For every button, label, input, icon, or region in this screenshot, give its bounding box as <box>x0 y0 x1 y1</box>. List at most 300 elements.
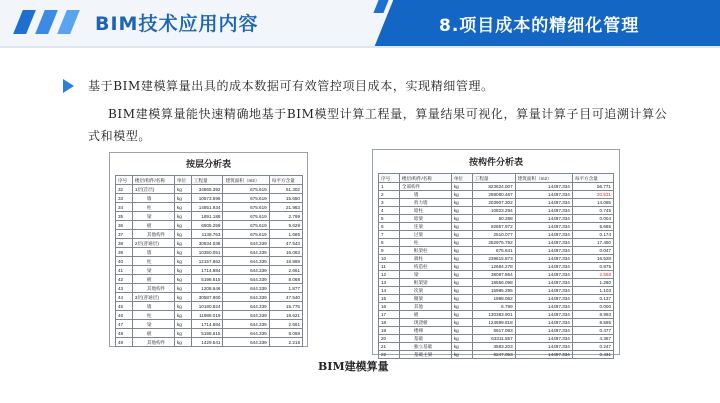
table-row <box>116 203 303 212</box>
table-cell: 42 <box>116 275 133 284</box>
table-cell: 48 <box>116 329 133 338</box>
table-cell: 298060.487 <box>472 191 515 199</box>
table-cell: kg <box>174 257 191 266</box>
table-cell: 18.621 <box>269 311 302 320</box>
table-row <box>116 221 303 230</box>
table-cell: 全部构件 <box>399 183 451 191</box>
table-cell: 剪力墙 <box>399 199 451 207</box>
table-cell: 0.875 <box>572 263 613 271</box>
table-cell: kg <box>451 207 472 215</box>
table-cell: 14.065 <box>572 199 613 207</box>
table-cell: 10823.294 <box>472 207 515 215</box>
table-cell: 6505.259 <box>191 221 223 230</box>
table-row <box>379 319 614 327</box>
table-cell: 675.619 <box>223 212 269 221</box>
table-cell: 0.137 <box>572 295 613 303</box>
table-cell: 框架柱 <box>399 247 451 255</box>
table-row <box>379 327 614 335</box>
table-cell: 10 <box>379 255 400 263</box>
table-cell: 6 <box>379 223 400 231</box>
component-analysis-table <box>378 173 614 359</box>
table-cell: 3583.203 <box>472 343 515 351</box>
table-cell: kg <box>174 320 191 329</box>
table-cell: kg <box>451 311 472 319</box>
table-cell: 1层(首层) <box>132 185 174 194</box>
table-cell: 40 <box>116 257 133 266</box>
table-cell: 14497.334 <box>515 207 572 215</box>
table-cell: 墙 <box>132 302 174 311</box>
table-cell: 35 <box>116 212 133 221</box>
floor-analysis-table <box>115 175 303 347</box>
table-cell: kg <box>451 199 472 207</box>
table-cell: 14497.334 <box>515 263 572 271</box>
table-cell: 203907.302 <box>472 199 515 207</box>
table-row <box>379 343 614 351</box>
table-cell: 39 <box>116 248 133 257</box>
table-cell: 现浇板 <box>399 319 451 327</box>
table-cell: 33 <box>116 194 133 203</box>
table-cell: 10573.596 <box>191 194 223 203</box>
table-cell: 0.745 <box>572 207 613 215</box>
column-header: 建筑面积（m2） <box>515 174 572 183</box>
table-row <box>379 295 614 303</box>
table-cell: 644.339 <box>223 329 269 338</box>
table-cell: 10180.824 <box>191 302 223 311</box>
table-cell: 47.540 <box>269 293 302 302</box>
table-cell: 644.339 <box>223 248 269 257</box>
table-cell: 2 <box>379 191 400 199</box>
table-cell: 644.339 <box>223 293 269 302</box>
table-cell: 18 <box>379 319 400 327</box>
table-cell: 43 <box>116 284 133 293</box>
table-cell: 板 <box>399 311 451 319</box>
table-row <box>116 248 303 257</box>
table-cell: 其他构件 <box>132 338 174 347</box>
table-cell: 柱 <box>132 257 174 266</box>
table-row <box>379 239 614 247</box>
table-cell: kg <box>174 311 191 320</box>
table-cell: 9 <box>379 247 400 255</box>
table-cell: 14497.334 <box>515 311 572 319</box>
table-cell: 21.983 <box>269 203 302 212</box>
table-row <box>116 257 303 266</box>
table-cell: 16.063 <box>269 248 302 257</box>
component-analysis-table-image <box>372 149 620 355</box>
table-cell: 130383.901 <box>472 311 515 319</box>
slide-title: 8.项目成本的精细化管理 <box>439 16 640 36</box>
table-cell: 38 <box>116 239 133 248</box>
table-cell: 17.450 <box>572 239 613 247</box>
section-title: BIM技术应用内容 <box>95 13 259 35</box>
table-row <box>116 239 303 248</box>
table-cell: 10350.051 <box>191 248 223 257</box>
table-cell: 21 <box>379 343 400 351</box>
table-cell: 16 <box>379 303 400 311</box>
table-title: 按构件分析表 <box>468 157 523 167</box>
table-cell: kg <box>451 255 472 263</box>
table-cell: 1891.188 <box>191 212 223 221</box>
table-cell: 1138.763 <box>191 230 223 239</box>
table-row <box>379 263 614 271</box>
table-cell: 14497.334 <box>515 239 572 247</box>
table-cell: 次梁 <box>399 287 451 295</box>
table-cell: 14497.334 <box>515 231 572 239</box>
column-header: 工程量 <box>472 174 515 183</box>
table-cell: 22 <box>379 351 400 359</box>
table-cell: 7 <box>379 231 400 239</box>
table-cell: kg <box>174 329 191 338</box>
table-cell: 124599.818 <box>472 319 515 327</box>
table-cell: 墙 <box>132 194 174 203</box>
table-cell: 框架梁 <box>399 279 451 287</box>
table-row <box>116 212 303 221</box>
table-cell: 5 <box>379 215 400 223</box>
table-cell: 14851.934 <box>191 203 223 212</box>
table-cell: 8.993 <box>572 311 613 319</box>
table-cell: 644.339 <box>223 320 269 329</box>
table-row <box>379 311 614 319</box>
table-cell: 17 <box>379 311 400 319</box>
table-cell: 49 <box>116 338 133 347</box>
table-cell: 其他 <box>399 303 451 311</box>
table-cell: 16.528 <box>572 255 613 263</box>
table-cell: 12684.278 <box>472 263 515 271</box>
table-cell: 2510.077 <box>472 231 515 239</box>
table-cell: kg <box>451 287 472 295</box>
table-cell: kg <box>451 215 472 223</box>
table-cell: 14497.334 <box>515 335 572 343</box>
table-cell: 2.661 <box>269 266 302 275</box>
table-cell: 构造柱 <box>399 263 451 271</box>
table-cell: 18.869 <box>269 257 302 266</box>
table-row <box>116 338 303 347</box>
table-row <box>379 199 614 207</box>
table-row <box>379 351 614 359</box>
table-cell: kg <box>174 338 191 347</box>
table-cell: 34 <box>116 203 133 212</box>
table-cell: kg <box>174 239 191 248</box>
table-cell: kg <box>451 271 472 279</box>
table-cell: 8.595 <box>572 319 613 327</box>
table-row <box>379 247 614 255</box>
table-row <box>379 215 614 223</box>
table-cell: 梁 <box>132 212 174 221</box>
table-cell: 675.619 <box>223 194 269 203</box>
table-cell: 2.799 <box>269 212 302 221</box>
table-cell: kg <box>174 230 191 239</box>
table-cell: 端柱 <box>399 255 451 263</box>
table-cell: 14497.334 <box>515 351 572 359</box>
paragraph-2: BIM建模算量能快速精确地基于BIM模型计算工程量，算量结果可视化，算量计算子目可追溯计算公式和模型。 <box>88 107 668 143</box>
header <box>0 0 720 46</box>
table-cell: kg <box>174 221 191 230</box>
table-cell: 圈梁 <box>399 295 451 303</box>
table-cell: 0.047 <box>572 247 613 255</box>
table-cell: 11 <box>379 263 400 271</box>
table-row <box>116 311 303 320</box>
table-cell: 20 <box>379 335 400 343</box>
table-cell: 板 <box>132 275 174 284</box>
table-cell: kg <box>451 295 472 303</box>
table-cell: kg <box>451 319 472 327</box>
table-row <box>379 223 614 231</box>
table-cell: 8.068 <box>269 275 302 284</box>
table-cell: 1429.541 <box>191 338 223 347</box>
table-cell: 2.218 <box>269 338 302 347</box>
table-cell: 644.339 <box>223 284 269 293</box>
table-cell: 30587.860 <box>191 293 223 302</box>
table-cell: 36 <box>116 221 133 230</box>
table-cell: 5.665 <box>572 223 613 231</box>
table-cell: 0.000 <box>572 303 613 311</box>
table-cell: 暗柱 <box>399 207 451 215</box>
table-row <box>116 329 303 338</box>
table-cell: 45 <box>116 302 133 311</box>
table-cell: 板 <box>132 329 174 338</box>
table-cell: 14497.334 <box>515 255 572 263</box>
table-cell: 3 <box>379 199 400 207</box>
table-cell: 38087.864 <box>472 271 515 279</box>
table-cell: 其他构件 <box>132 230 174 239</box>
table-cell: 14497.334 <box>515 319 572 327</box>
table-cell: 8 <box>379 239 400 247</box>
table-cell: 梁 <box>132 320 174 329</box>
table-cell: kg <box>174 275 191 284</box>
table-cell: 675.619 <box>223 221 269 230</box>
table-cell: 252975.792 <box>472 239 515 247</box>
table-cell: 基础 <box>399 335 451 343</box>
table-row <box>116 275 303 284</box>
table-cell: 644.339 <box>223 257 269 266</box>
table-cell: 梁 <box>399 271 451 279</box>
table-cell: 14497.334 <box>515 199 572 207</box>
table-cell: 823624.007 <box>472 183 515 191</box>
table-cell: 6247.053 <box>472 351 515 359</box>
table-row <box>116 320 303 329</box>
table-cell: 14497.334 <box>515 279 572 287</box>
table-cell: kg <box>174 212 191 221</box>
table-cell: 14497.334 <box>515 247 572 255</box>
table-cell: 34865.392 <box>191 185 223 194</box>
table-cell: 14497.334 <box>515 183 572 191</box>
table-cell: kg <box>451 263 472 271</box>
column-header: 序号 <box>116 176 133 185</box>
table-cell: 2.661 <box>269 320 302 329</box>
table-row <box>379 231 614 239</box>
table-cell: 4.367 <box>572 335 613 343</box>
table-cell: 独立基础 <box>399 343 451 351</box>
table-row <box>379 287 614 295</box>
table-cell: 14497.334 <box>515 191 572 199</box>
table-cell: 20.531 <box>572 191 613 199</box>
table-cell: 2层(普通层) <box>132 239 174 248</box>
table-cell: 14 <box>379 287 400 295</box>
table-cell: 37 <box>116 230 133 239</box>
table-cell: kg <box>451 279 472 287</box>
table-cell: 14497.334 <box>515 343 572 351</box>
table-cell: kg <box>174 185 191 194</box>
table-cell: kg <box>451 351 472 359</box>
column-header: 单位 <box>174 176 191 185</box>
table-cell: 楼梯 <box>399 327 451 335</box>
table-cell: 5198.615 <box>191 329 223 338</box>
table-cell: 6.799 <box>472 303 515 311</box>
table-cell: kg <box>451 231 472 239</box>
column-header: 每平方含量 <box>269 176 302 185</box>
table-cell: 柱 <box>132 203 174 212</box>
table-cell: 82857.972 <box>472 223 515 231</box>
table-cell: 0.431 <box>572 351 613 359</box>
table-row <box>116 284 303 293</box>
table-cell: 6917.083 <box>472 327 515 335</box>
table-cell: 644.339 <box>223 338 269 347</box>
table-cell: 14497.334 <box>515 287 572 295</box>
table-cell: 暗梁 <box>399 215 451 223</box>
table-row <box>379 303 614 311</box>
table-cell: 47.543 <box>269 239 302 248</box>
table-cell: 46 <box>116 311 133 320</box>
header-divider <box>0 46 720 48</box>
table-cell: 1.877 <box>269 284 302 293</box>
table-title: 按层分析表 <box>185 159 231 169</box>
table-cell: 连梁 <box>399 223 451 231</box>
table-cell: 11988.019 <box>191 311 223 320</box>
table-cell: kg <box>174 194 191 203</box>
table-cell: 5198.615 <box>191 275 223 284</box>
table-cell: 675.619 <box>223 230 269 239</box>
table-row <box>379 271 614 279</box>
table-cell: kg <box>451 223 472 231</box>
table-cell: kg <box>451 335 472 343</box>
table-cell: 14497.334 <box>515 303 572 311</box>
table-cell: 644.339 <box>223 266 269 275</box>
table-row <box>379 255 614 263</box>
table-cell: 1714.884 <box>191 320 223 329</box>
table-cell: kg <box>174 302 191 311</box>
table-cell: 板 <box>132 221 174 230</box>
table-row <box>116 185 303 194</box>
table-cell: 15985.295 <box>472 287 515 295</box>
table-cell: 644.339 <box>223 302 269 311</box>
table-cell: 墙 <box>399 191 451 199</box>
table-cell: 239615.873 <box>472 255 515 263</box>
table-cell: kg <box>451 343 472 351</box>
table-cell: 30634.038 <box>191 239 223 248</box>
table-row <box>379 191 614 199</box>
table-cell: 0.174 <box>572 231 613 239</box>
table-cell: 19 <box>379 327 400 335</box>
floor-analysis-table-image <box>109 152 308 347</box>
table-cell: 644.339 <box>223 311 269 320</box>
table-cell: 0.004 <box>572 215 613 223</box>
table-row <box>379 207 614 215</box>
table-cell: 柱 <box>399 239 451 247</box>
table-cell: 644.339 <box>223 239 269 248</box>
table-cell: 9.629 <box>269 221 302 230</box>
table-cell: 56.771 <box>572 183 613 191</box>
table-row <box>116 230 303 239</box>
table-cell: kg <box>451 183 472 191</box>
column-header: 每平方含量 <box>572 174 613 183</box>
table-cell: kg <box>451 327 472 335</box>
table-cell: 12157.862 <box>191 257 223 266</box>
table-cell: 14497.334 <box>515 271 572 279</box>
table-cell: 1 <box>379 183 400 191</box>
table-row <box>116 302 303 311</box>
table-cell: 51.302 <box>269 185 302 194</box>
table-cell: kg <box>451 191 472 199</box>
table-cell: 14497.334 <box>515 295 572 303</box>
table-cell: 1.103 <box>572 287 613 295</box>
table-cell: 15.650 <box>269 194 302 203</box>
table-cell: 8.068 <box>269 329 302 338</box>
table-cell: kg <box>174 293 191 302</box>
table-cell: 675.641 <box>472 247 515 255</box>
table-cell: kg <box>174 203 191 212</box>
table-row <box>116 194 303 203</box>
column-header: 楼层/构件/名称 <box>132 176 174 185</box>
table-cell: 63311.557 <box>472 335 515 343</box>
table-cell: 0.477 <box>572 327 613 335</box>
table-cell: 基础主梁 <box>399 351 451 359</box>
table-cell: kg <box>451 303 472 311</box>
table-cell: 1208.646 <box>191 284 223 293</box>
table-cell: 41 <box>116 266 133 275</box>
table-row <box>379 183 614 191</box>
table-cell: 675.619 <box>223 203 269 212</box>
table-row <box>379 335 614 343</box>
table-cell: kg <box>174 266 191 275</box>
table-cell: 2.568 <box>572 271 613 279</box>
table-cell: kg <box>451 247 472 255</box>
table-cell: kg <box>174 248 191 257</box>
column-header: 序号 <box>379 174 400 183</box>
table-row <box>116 293 303 302</box>
table-cell: 12 <box>379 271 400 279</box>
table-cell: 其他构件 <box>132 284 174 293</box>
table-cell: 14497.334 <box>515 223 572 231</box>
table-cell: kg <box>451 239 472 247</box>
table-row <box>379 279 614 287</box>
table-cell: 644.339 <box>223 275 269 284</box>
table-row <box>116 266 303 275</box>
table-cell: 1.280 <box>572 279 613 287</box>
table-cell: 4 <box>379 207 400 215</box>
table-cell: 柱 <box>132 311 174 320</box>
table-cell: 墙 <box>132 248 174 257</box>
column-header: 工程量 <box>191 176 223 185</box>
table-cell: 1988.062 <box>472 295 515 303</box>
table-cell: 过梁 <box>399 231 451 239</box>
column-header: 单位 <box>451 174 472 183</box>
table-cell: 13 <box>379 279 400 287</box>
column-header: 建筑面积（m2） <box>223 176 269 185</box>
table-cell: 18556.098 <box>472 279 515 287</box>
table-cell: 0.247 <box>572 343 613 351</box>
table-cell: 32 <box>116 185 133 194</box>
table-cell: 675.619 <box>223 185 269 194</box>
table-cell: 14497.334 <box>515 215 572 223</box>
table-cell: 44 <box>116 293 133 302</box>
table-cell: 15 <box>379 295 400 303</box>
table-cell: 47 <box>116 320 133 329</box>
figure-caption: BIM建模算量 <box>318 360 389 373</box>
paragraph-1: 基于BIM建模算量出具的成本数据可有效管控项目成本，实现精细管理。 <box>88 79 494 93</box>
table-cell: 14497.334 <box>515 327 572 335</box>
table-cell: 1.685 <box>269 230 302 239</box>
table-cell: 60.288 <box>472 215 515 223</box>
table-cell: 梁 <box>132 266 174 275</box>
